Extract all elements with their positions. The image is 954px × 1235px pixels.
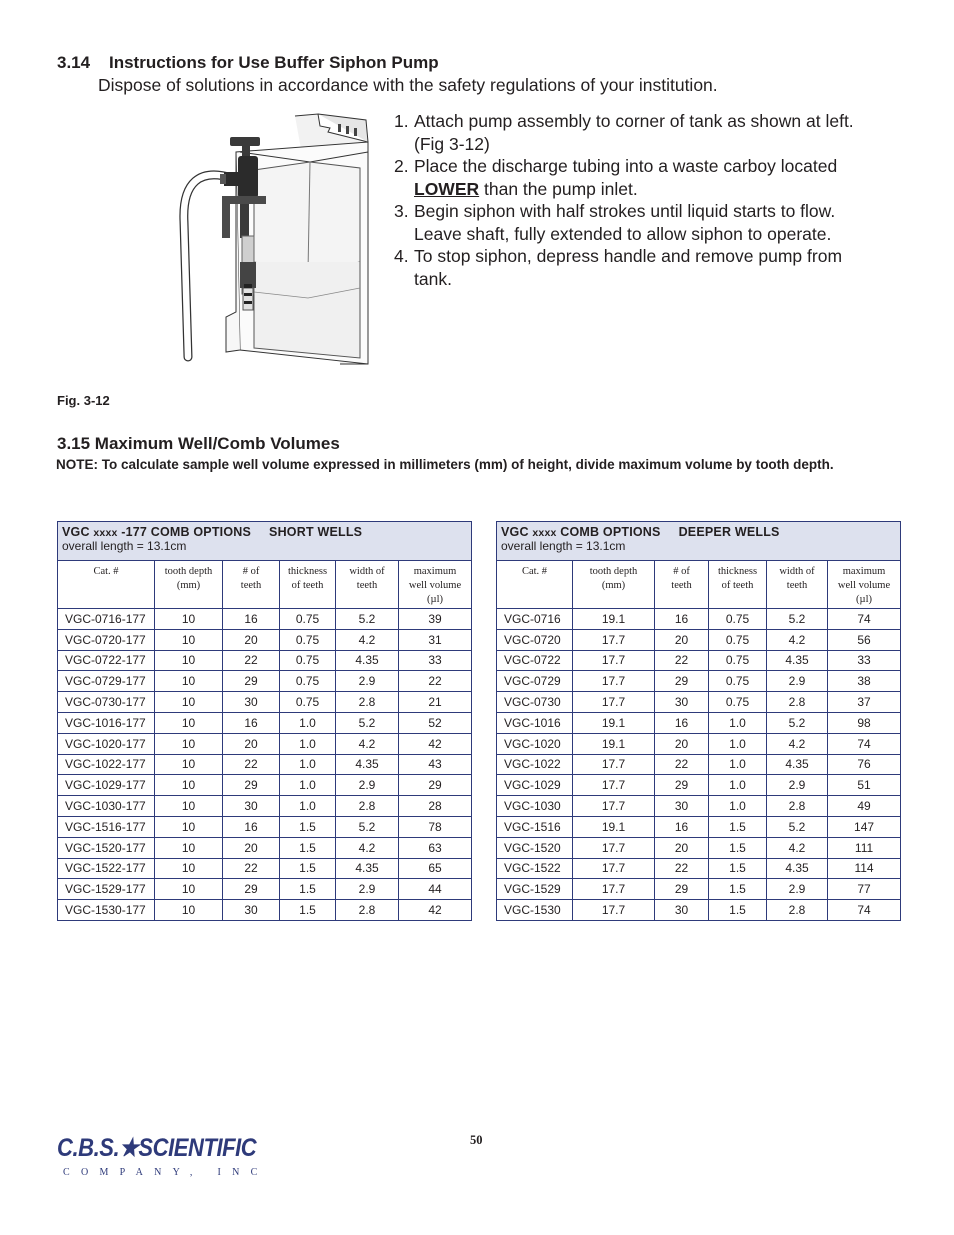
page-number: 50 bbox=[470, 1133, 483, 1147]
table-cell: 30 bbox=[655, 900, 709, 921]
column-header-line: Cat. # bbox=[93, 566, 119, 577]
table-cell: 5.2 bbox=[767, 609, 828, 630]
caption-prefix: VGC bbox=[62, 525, 90, 539]
table-cell: 1.5 bbox=[709, 837, 767, 858]
table-header-row bbox=[497, 561, 901, 609]
table-cell: 10 bbox=[155, 609, 223, 630]
table-cell: 30 bbox=[655, 692, 709, 713]
cat-number-cell: VGC-1529 bbox=[497, 879, 573, 900]
table-row bbox=[497, 692, 901, 713]
table-cell: 0.75 bbox=[280, 650, 336, 671]
caption-mid: COMB OPTIONS bbox=[560, 525, 661, 539]
table-cell: 0.75 bbox=[709, 692, 767, 713]
table-cell: 77 bbox=[828, 879, 901, 900]
short-wells-table bbox=[57, 521, 472, 921]
cat-number-cell: VGC-1530 bbox=[497, 900, 573, 921]
table-cell: 2.8 bbox=[767, 796, 828, 817]
table-cell: 1.0 bbox=[709, 796, 767, 817]
table-cell: 10 bbox=[155, 900, 223, 921]
table-cell: 42 bbox=[399, 733, 472, 754]
table-cell: 1.0 bbox=[280, 754, 336, 775]
intro-text: Dispose of solutions in accordance with the safety regulations of your institution. bbox=[98, 75, 718, 95]
table-row bbox=[497, 754, 901, 775]
table-cell: 10 bbox=[155, 796, 223, 817]
table-cell: 2.9 bbox=[336, 879, 399, 900]
table-cell: 10 bbox=[155, 879, 223, 900]
table-cell: 10 bbox=[155, 671, 223, 692]
table-cell: 52 bbox=[399, 712, 472, 733]
table-cell: 1.0 bbox=[709, 775, 767, 796]
table-cell: 4.35 bbox=[336, 650, 399, 671]
table-cell: 4.35 bbox=[767, 754, 828, 775]
table-row bbox=[58, 879, 472, 900]
table-row bbox=[58, 816, 472, 837]
cat-number-cell: VGC-1016 bbox=[497, 712, 573, 733]
table-row bbox=[497, 796, 901, 817]
step-number: 3. bbox=[394, 201, 409, 221]
table-cell: 1.0 bbox=[709, 754, 767, 775]
column-header bbox=[828, 561, 901, 609]
table-cell: 4.2 bbox=[767, 629, 828, 650]
table-cell: 29 bbox=[655, 775, 709, 796]
table-row bbox=[58, 629, 472, 650]
table-cell: 17.7 bbox=[573, 629, 655, 650]
column-header-line: tooth depth bbox=[164, 566, 213, 577]
table-cell: 10 bbox=[155, 733, 223, 754]
cat-number-cell: VGC-1520-177 bbox=[58, 837, 155, 858]
table-cell: 16 bbox=[223, 816, 280, 837]
column-header-line: # of bbox=[242, 566, 260, 577]
step-item bbox=[394, 245, 934, 290]
column-header bbox=[280, 561, 336, 609]
table-cell: 56 bbox=[828, 629, 901, 650]
column-header-line: (µl) bbox=[856, 594, 873, 605]
table-cell: 5.2 bbox=[767, 816, 828, 837]
column-header-line: of teeth bbox=[721, 580, 754, 591]
table-cell: 49 bbox=[828, 796, 901, 817]
table-cell: 16 bbox=[655, 712, 709, 733]
table-row bbox=[58, 733, 472, 754]
table-cell: 17.7 bbox=[573, 754, 655, 775]
caption-kind: DEEPER WELLS bbox=[678, 525, 780, 539]
cat-number-cell: VGC-0720-177 bbox=[58, 629, 155, 650]
table-cell: 38 bbox=[828, 671, 901, 692]
table-row bbox=[497, 733, 901, 754]
table-cell: 5.2 bbox=[336, 712, 399, 733]
cat-number-cell: VGC-1029 bbox=[497, 775, 573, 796]
table-row bbox=[58, 858, 472, 879]
column-header-line: well volume bbox=[408, 580, 462, 591]
table-cell: 17.7 bbox=[573, 671, 655, 692]
table-cell: 1.5 bbox=[280, 900, 336, 921]
table-cell: 16 bbox=[223, 609, 280, 630]
table-cell: 0.75 bbox=[280, 629, 336, 650]
table-cell: 1.0 bbox=[280, 712, 336, 733]
table-cell: 1.5 bbox=[709, 879, 767, 900]
table-cell: 20 bbox=[223, 733, 280, 754]
table-cell: 30 bbox=[655, 796, 709, 817]
table-cell: 37 bbox=[828, 692, 901, 713]
table-cell: 147 bbox=[828, 816, 901, 837]
table-cell: 22 bbox=[223, 650, 280, 671]
step-text-cont: (Fig 3-12) bbox=[414, 133, 490, 154]
column-header-line: (µl) bbox=[427, 594, 443, 605]
table-cell: 17.7 bbox=[573, 900, 655, 921]
table-cell: 22 bbox=[655, 754, 709, 775]
table-cell: 10 bbox=[155, 712, 223, 733]
cat-number-cell: VGC-1529-177 bbox=[58, 879, 155, 900]
table-cell: 42 bbox=[399, 900, 472, 921]
cat-number-cell: VGC-0729-177 bbox=[58, 671, 155, 692]
table-cell: 0.75 bbox=[280, 692, 336, 713]
table-cell: 28 bbox=[399, 796, 472, 817]
table-cell: 2.9 bbox=[767, 671, 828, 692]
table-cell: 39 bbox=[399, 609, 472, 630]
table-row bbox=[58, 712, 472, 733]
table-cell: 2.9 bbox=[767, 775, 828, 796]
column-header-line: thickness bbox=[717, 566, 758, 577]
table-cell: 17.7 bbox=[573, 775, 655, 796]
table-cell: 5.2 bbox=[336, 816, 399, 837]
table-cell: 1.5 bbox=[709, 816, 767, 837]
table-cell: 10 bbox=[155, 629, 223, 650]
step-number: 1. bbox=[394, 111, 409, 131]
cat-number-cell: VGC-1016-177 bbox=[58, 712, 155, 733]
table-caption bbox=[58, 522, 472, 561]
table-cell: 2.9 bbox=[336, 775, 399, 796]
table-row bbox=[497, 816, 901, 837]
column-header bbox=[155, 561, 223, 609]
step-text: To stop siphon, depress handle and remove pump from bbox=[414, 246, 843, 266]
cat-number-cell: VGC-0720 bbox=[497, 629, 573, 650]
table-cell: 0.75 bbox=[280, 671, 336, 692]
table-cell: 76 bbox=[828, 754, 901, 775]
table-cell: 2.8 bbox=[767, 900, 828, 921]
table-row bbox=[58, 900, 472, 921]
table-cell: 4.2 bbox=[767, 733, 828, 754]
table-cell: 17.7 bbox=[573, 879, 655, 900]
step-number: 4. bbox=[394, 246, 409, 266]
table-cell: 10 bbox=[155, 816, 223, 837]
table-cell: 1.5 bbox=[280, 837, 336, 858]
step-item bbox=[394, 110, 934, 155]
table-row bbox=[58, 837, 472, 858]
table-header-row bbox=[58, 561, 472, 609]
table-cell: 44 bbox=[399, 879, 472, 900]
table-row bbox=[497, 629, 901, 650]
column-header-line: width of bbox=[349, 566, 385, 577]
table-cell: 30 bbox=[223, 692, 280, 713]
table-cell: 10 bbox=[155, 858, 223, 879]
table-cell: 74 bbox=[828, 900, 901, 921]
table-cell: 78 bbox=[399, 816, 472, 837]
step-text-cont: Leave shaft, fully extended to allow siphon to operate. bbox=[414, 223, 832, 244]
section-title: Instructions for Use Buffer Siphon Pump bbox=[109, 53, 439, 72]
table-cell: 1.0 bbox=[709, 712, 767, 733]
table-cell: 0.75 bbox=[709, 650, 767, 671]
step-number: 2. bbox=[394, 156, 409, 176]
table-cell: 29 bbox=[399, 775, 472, 796]
table-cell: 10 bbox=[155, 837, 223, 858]
step-item bbox=[394, 200, 934, 245]
table-row bbox=[58, 796, 472, 817]
column-header bbox=[58, 561, 155, 609]
step-text: Begin siphon with half strokes until liquid starts to flow. bbox=[414, 201, 836, 221]
table-cell: 4.35 bbox=[336, 858, 399, 879]
table-cell: 1.5 bbox=[709, 900, 767, 921]
table-cell: 4.2 bbox=[336, 629, 399, 650]
table-cell: 30 bbox=[223, 796, 280, 817]
cat-number-cell: VGC-0716 bbox=[497, 609, 573, 630]
siphon-pump-figure bbox=[170, 112, 372, 368]
column-header bbox=[767, 561, 828, 609]
table-subcaption: overall length = 13.1cm bbox=[501, 539, 626, 553]
section-number: 3.14 bbox=[57, 53, 91, 72]
step-text: Place the discharge tubing into a waste carboy located bbox=[414, 156, 838, 176]
column-header-line: teeth bbox=[240, 580, 262, 591]
table-cell: 33 bbox=[828, 650, 901, 671]
table-subcaption: overall length = 13.1cm bbox=[62, 539, 187, 553]
table-cell: 17.7 bbox=[573, 837, 655, 858]
table-cell: 114 bbox=[828, 858, 901, 879]
cat-number-cell: VGC-1029-177 bbox=[58, 775, 155, 796]
cat-number-cell: VGC-1520 bbox=[497, 837, 573, 858]
table-cell: 20 bbox=[223, 629, 280, 650]
column-header bbox=[573, 561, 655, 609]
column-header-line: maximum bbox=[842, 566, 886, 577]
table-cell: 16 bbox=[655, 609, 709, 630]
table-cell: 2.9 bbox=[336, 671, 399, 692]
table-row bbox=[58, 671, 472, 692]
table-cell: 22 bbox=[223, 858, 280, 879]
cat-number-cell: VGC-0722-177 bbox=[58, 650, 155, 671]
step-text-cont: tank. bbox=[414, 268, 452, 289]
table-cell: 16 bbox=[223, 712, 280, 733]
column-header-line: Cat. # bbox=[521, 566, 548, 577]
caption-xxxx: xxxx bbox=[532, 527, 557, 539]
column-header-line: teeth bbox=[356, 580, 378, 591]
table-cell: 4.2 bbox=[336, 733, 399, 754]
cat-number-cell: VGC-0716-177 bbox=[58, 609, 155, 630]
table-cell: 17.7 bbox=[573, 796, 655, 817]
table-cell: 1.0 bbox=[280, 733, 336, 754]
column-header bbox=[336, 561, 399, 609]
table-cell: 19.1 bbox=[573, 609, 655, 630]
caption-kind: SHORT WELLS bbox=[269, 525, 363, 539]
table-cell: 19.1 bbox=[573, 733, 655, 754]
step-emphasis: LOWER bbox=[414, 178, 480, 199]
column-header-line: well volume bbox=[837, 580, 891, 591]
volume-note: NOTE: To calculate sample well volume expressed in millimeters (mm) of height, divide maximum volume by tooth depth. bbox=[56, 457, 834, 472]
table-row bbox=[497, 712, 901, 733]
table-row bbox=[497, 671, 901, 692]
company-logo: C.B.S.★SCIENTIFIC bbox=[57, 1134, 257, 1162]
table-cell: 22 bbox=[655, 858, 709, 879]
table-cell: 4.35 bbox=[767, 858, 828, 879]
table-row bbox=[58, 754, 472, 775]
table-cell: 31 bbox=[399, 629, 472, 650]
table-cell: 0.75 bbox=[280, 609, 336, 630]
table-cell: 10 bbox=[155, 775, 223, 796]
table-row bbox=[497, 879, 901, 900]
table-cell: 63 bbox=[399, 837, 472, 858]
cat-number-cell: VGC-1020 bbox=[497, 733, 573, 754]
table-cell: 5.2 bbox=[767, 712, 828, 733]
table-row bbox=[58, 775, 472, 796]
table-cell: 10 bbox=[155, 754, 223, 775]
table-cell: 65 bbox=[399, 858, 472, 879]
table-cell: 1.5 bbox=[280, 816, 336, 837]
table-cell: 16 bbox=[655, 816, 709, 837]
cat-number-cell: VGC-1022 bbox=[497, 754, 573, 775]
table-cell: 2.8 bbox=[767, 692, 828, 713]
table-cell: 2.8 bbox=[336, 900, 399, 921]
table-cell: 21 bbox=[399, 692, 472, 713]
table-cell: 30 bbox=[223, 900, 280, 921]
table-caption-row bbox=[497, 522, 901, 561]
figure-caption: Fig. 3-12 bbox=[57, 393, 110, 408]
table-cell: 74 bbox=[828, 733, 901, 754]
table-cell: 29 bbox=[223, 671, 280, 692]
column-header-line: # of bbox=[673, 566, 690, 577]
table-caption-row bbox=[58, 522, 472, 561]
cat-number-cell: VGC-0729 bbox=[497, 671, 573, 692]
table-cell: 20 bbox=[655, 837, 709, 858]
table-cell: 2.9 bbox=[767, 879, 828, 900]
table-row bbox=[497, 609, 901, 630]
table-cell: 4.2 bbox=[336, 837, 399, 858]
cat-number-cell: VGC-0722 bbox=[497, 650, 573, 671]
column-header bbox=[223, 561, 280, 609]
step-item bbox=[394, 155, 934, 200]
table-row bbox=[58, 609, 472, 630]
table-cell: 29 bbox=[223, 775, 280, 796]
table-cell: 0.75 bbox=[709, 629, 767, 650]
column-header bbox=[399, 561, 472, 609]
column-header-line: maximum bbox=[413, 566, 457, 577]
column-header bbox=[709, 561, 767, 609]
table-cell: 20 bbox=[655, 733, 709, 754]
table-cell: 1.0 bbox=[709, 733, 767, 754]
table-cell: 29 bbox=[655, 879, 709, 900]
table-title bbox=[501, 525, 896, 539]
deeper-wells-table bbox=[496, 521, 901, 921]
table-cell: 98 bbox=[828, 712, 901, 733]
table-cell: 17.7 bbox=[573, 858, 655, 879]
table-cell: 0.75 bbox=[709, 609, 767, 630]
caption-prefix: VGC bbox=[501, 525, 529, 539]
table-cell: 1.5 bbox=[280, 858, 336, 879]
step-text: Attach pump assembly to corner of tank as shown at left. bbox=[414, 111, 854, 131]
column-header-line: (mm) bbox=[601, 580, 626, 591]
table-row bbox=[497, 858, 901, 879]
company-logo-subtitle: COMPANY, INC bbox=[63, 1167, 269, 1178]
table-cell: 1.0 bbox=[280, 796, 336, 817]
cat-number-cell: VGC-1030-177 bbox=[58, 796, 155, 817]
column-header-line: teeth bbox=[671, 580, 692, 591]
section-3-15-heading: 3.15 Maximum Well/Comb Volumes bbox=[57, 434, 340, 453]
cat-number-cell: VGC-1020-177 bbox=[58, 733, 155, 754]
table-caption bbox=[497, 522, 901, 561]
instruction-steps bbox=[394, 110, 934, 290]
table-cell: 1.0 bbox=[280, 775, 336, 796]
table-cell: 33 bbox=[399, 650, 472, 671]
cat-number-cell: VGC-0730 bbox=[497, 692, 573, 713]
table-cell: 29 bbox=[655, 671, 709, 692]
column-header-line: of teeth bbox=[291, 580, 324, 591]
caption-mid: -177 COMB OPTIONS bbox=[121, 525, 252, 539]
cat-number-cell: VGC-1516-177 bbox=[58, 816, 155, 837]
table-cell: 0.75 bbox=[709, 671, 767, 692]
cat-number-cell: VGC-1516 bbox=[497, 816, 573, 837]
column-header-line: tooth depth bbox=[589, 566, 638, 577]
table-cell: 10 bbox=[155, 692, 223, 713]
table-cell: 29 bbox=[223, 879, 280, 900]
table-row bbox=[497, 837, 901, 858]
table-title bbox=[62, 525, 467, 539]
column-header-line: width of bbox=[779, 566, 815, 577]
table-cell: 2.8 bbox=[336, 796, 399, 817]
column-header-line: (mm) bbox=[176, 580, 201, 591]
column-header-line: thickness bbox=[287, 566, 328, 577]
cat-number-cell: VGC-1522 bbox=[497, 858, 573, 879]
table-row bbox=[58, 650, 472, 671]
table-row bbox=[497, 775, 901, 796]
table-cell: 2.8 bbox=[336, 692, 399, 713]
table-cell: 17.7 bbox=[573, 650, 655, 671]
table-cell: 51 bbox=[828, 775, 901, 796]
table-cell: 10 bbox=[155, 650, 223, 671]
table-cell: 1.5 bbox=[280, 879, 336, 900]
cat-number-cell: VGC-1522-177 bbox=[58, 858, 155, 879]
table-row bbox=[497, 650, 901, 671]
column-header-line: teeth bbox=[786, 580, 808, 591]
cat-number-cell: VGC-1030 bbox=[497, 796, 573, 817]
table-cell: 43 bbox=[399, 754, 472, 775]
table-cell: 74 bbox=[828, 609, 901, 630]
caption-xxxx: xxxx bbox=[93, 527, 118, 539]
cat-number-cell: VGC-1022-177 bbox=[58, 754, 155, 775]
table-cell: 22 bbox=[223, 754, 280, 775]
table-cell: 1.5 bbox=[709, 858, 767, 879]
table-cell: 20 bbox=[223, 837, 280, 858]
table-cell: 22 bbox=[655, 650, 709, 671]
table-cell: 4.35 bbox=[767, 650, 828, 671]
table-cell: 5.2 bbox=[336, 609, 399, 630]
table-cell: 4.2 bbox=[767, 837, 828, 858]
table-cell: 17.7 bbox=[573, 692, 655, 713]
table-cell: 111 bbox=[828, 837, 901, 858]
table-cell: 19.1 bbox=[573, 712, 655, 733]
table-cell: 19.1 bbox=[573, 816, 655, 837]
column-header bbox=[497, 561, 573, 609]
cat-number-cell: VGC-1530-177 bbox=[58, 900, 155, 921]
table-cell: 4.35 bbox=[336, 754, 399, 775]
table-cell: 22 bbox=[399, 671, 472, 692]
table-row bbox=[497, 900, 901, 921]
cat-number-cell: VGC-0730-177 bbox=[58, 692, 155, 713]
table-cell: 20 bbox=[655, 629, 709, 650]
table-row bbox=[58, 692, 472, 713]
section-3-14-heading bbox=[57, 53, 439, 73]
column-header bbox=[655, 561, 709, 609]
step-text-cont: than the pump inlet. bbox=[479, 178, 638, 199]
